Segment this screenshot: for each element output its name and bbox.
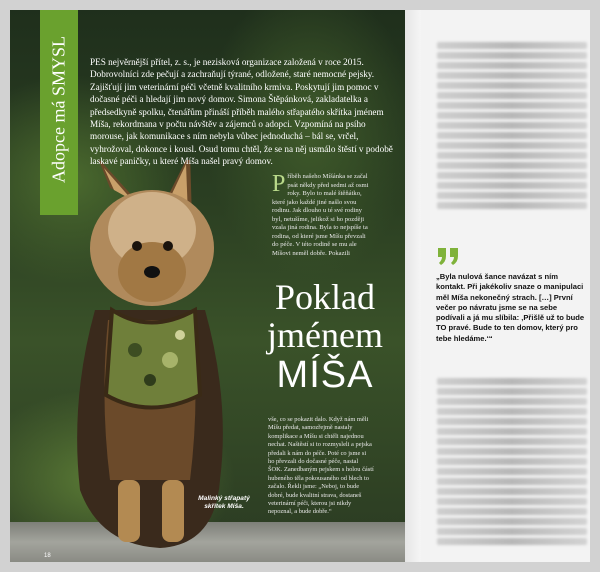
- article-title: [250, 278, 400, 396]
- title-line-2: jménem: [267, 315, 383, 355]
- dropcap: P: [272, 171, 286, 197]
- title-line-1: Poklad: [274, 277, 375, 317]
- photo-caption: Malinký střapatý skřítek Míša.: [198, 495, 250, 510]
- intro-paragraph: PES nejvěrnější přítel, z. s., je nezisková organizace založená v roce 2015. Dobrovolníci zde pečují a zachraňují týrané, odložené, staré nemocné pejsky. Zajišťují jim veterinární péči včetně kvalitního krmiva. Poskytují jim pomoc v dočasné péči a hledají jim nový domov. Simona Štěpánková, zakladatelka a předsedkyně spolku, čtenářům přináší příběh malého střapatého skřítka jménem Míša, rekordmana v počtu návštěv a zájemců o adopci. Vzpomíná na psího morouse, jak komunikace s ním nebyla vůbec jednoduchá – bál se, vrčel, vyhrožoval, dokonce i kousl. Osud tomu chtěl, že se na něj usmálo štěstí v podobě laskavé paničky, u které Míša našel pravý domov.: [90, 57, 393, 167]
- right-page: [421, 10, 590, 562]
- quote-mark-icon: [436, 246, 462, 266]
- blurred-text-block-bottom: [437, 378, 587, 548]
- title-line-3: MÍŠA: [276, 354, 374, 396]
- left-page-photo: [10, 10, 407, 562]
- story-column-2: vše, co se pokazit dalo. Když nám měli Míšu předat, samozřejmě nastaly komplikace a Míšu si chtěli najednou nechat. Naštěstí si to rozmysleli a pejska předali k nám do péče. Poté co jsme si ho převzali do dočasné péče, nastal ŠOK. Zanedbaným pejskem s holou částí hubeného těla pokousaného od blech to začalo. Řekli jsme: „Neboj, to bude dobré, bude kvalitní strava, dostaneš veterinární péči, kterou jsi nikdy nepoznal, a bude dobře.“: [268, 416, 374, 516]
- blurred-text-block-top: [437, 42, 587, 212]
- page-number: 18: [44, 553, 51, 559]
- pull-quote: „Byla nulová šance navázat s ním kontakt. Při jakékoliv snaze o manipulaci měl Míša nekonečný strach. […] První večer po návratu jsme se na sebe podívali a já mu slíbila: ‚Přišlě už to bude TO pravé. Bude to ten domov, který pro tebe hledáme.‘“: [436, 272, 585, 343]
- page-spine: [405, 10, 421, 562]
- section-tab-title: Adopce má SMYSL: [48, 36, 69, 184]
- story-column-1-text: říběh našeho Míšánka se začal psát někdy před sedmi až osmi roky. Bylo to malé štěňátko, které jako každé jiné našlo svou rodinu. Jak dlouho u té své rodiny byl, netušíme, jelikož si ho později vzala jiná rodina. Byla to nejspíše ta rodina, od které jsme Míšu převzali do péče. V této rodině se mu ale Míšovi neměl dobře. Pokazili: [272, 173, 369, 257]
- story-column-1: [272, 173, 372, 258]
